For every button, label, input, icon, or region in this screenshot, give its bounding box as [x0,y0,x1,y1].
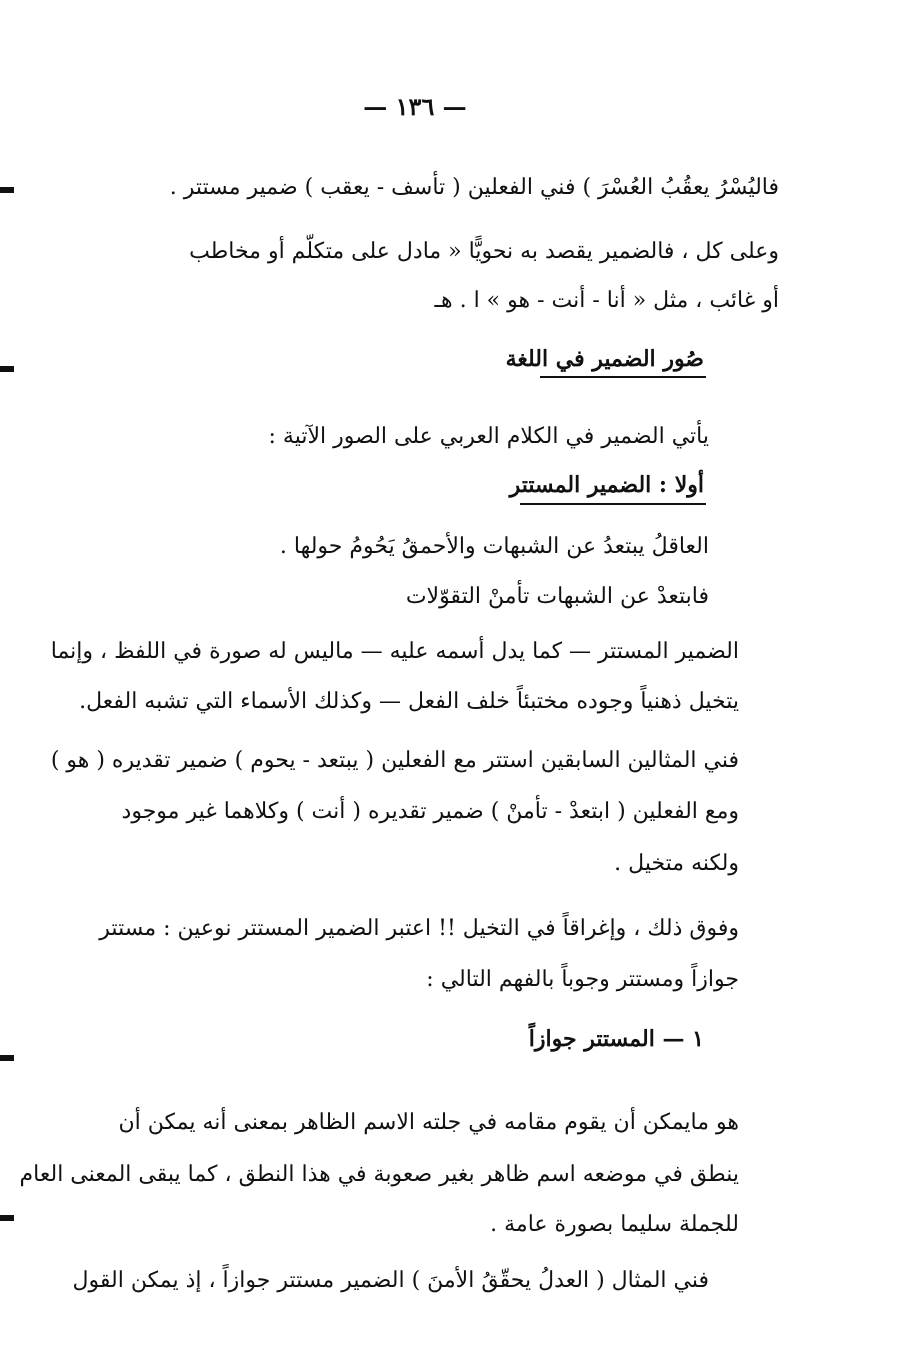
text-line-1: فاليُسْرُ يعقُبُ العُسْرَ ) فني الفعلين ( تأسف - يعقب ) ضمير مستتر . [169,175,779,200]
example-line-1: العاقلُ يبتعدُ عن الشبهات والأحمقُ يَحُومُ حولها . [279,534,709,559]
example-line-2: فابتعدْ عن الشبهات تأمنْ التقوّلات [405,584,709,609]
page-number: — ١٣٦ — [363,92,467,121]
text-line-6: يتخيل ذهنياً وجوده مختبئاً خلف الفعل — وكذلك الأسماء التي تشبه الفعل. [79,689,739,714]
subsection-heading-underline [520,503,706,505]
text-line-13: ينطق في موضعه اسم ظاهر بغير صعوبة في هذا النطق ، كما يبقى المعنى العام [19,1162,739,1187]
text-line-15: فني المثال ( العدلُ يحقّقُ الأمنَ ) الضمير مستتر جوازاً ، إذ يمكن القول [72,1268,709,1293]
subsection-heading: أولا : الضمير المستتر [509,472,704,498]
text-line-3: أو غائب ، مثل « أنا - أنت - هو » ا . هـ [434,288,779,313]
margin-mark [0,187,14,193]
text-line-12: هو مايمكن أن يقوم مقامه في جلته الاسم الظاهر بمعنى أنه يمكن أن [118,1110,739,1135]
numbered-heading: ١ — المستتر جوازاً [528,1026,704,1052]
text-line-7: فني المثالين السابقين استتر مع الفعلين ( يبتعد - يحوم ) ضمير تقديره ( هو ) [50,748,739,773]
text-line-11: جوازاً ومستتر وجوباً بالفهم التالي : [426,967,739,992]
margin-mark [0,366,14,372]
section-heading: صُور الضمير في اللغة [505,346,704,372]
text-line-14: للجملة سليما بصورة عامة . [490,1212,739,1237]
text-line-9: ولكنه متخيل . [614,851,739,876]
margin-mark [0,1055,14,1061]
text-line-2: وعلى كل ، فالضمير يقصد به نحويًّا « مادل على متكلّم أو مخاطب [189,239,779,264]
text-line-8: ومع الفعلين ( ابتعدْ - تأمنْ ) ضمير تقديره ( أنت ) وكلاهما غير موجود [121,799,739,824]
text-line-4: يأتي الضمير في الكلام العربي على الصور الآتية : [268,424,709,449]
section-heading-underline [540,376,706,378]
text-line-10: وفوق ذلك ، وإغراقاً في التخيل !! اعتبر الضمير المستتر نوعين : مستتر [99,916,739,941]
margin-mark [0,1215,14,1221]
text-line-5: الضمير المستتر — كما يدل أسمه عليه — ماليس له صورة في اللفظ ، وإنما [50,639,739,664]
